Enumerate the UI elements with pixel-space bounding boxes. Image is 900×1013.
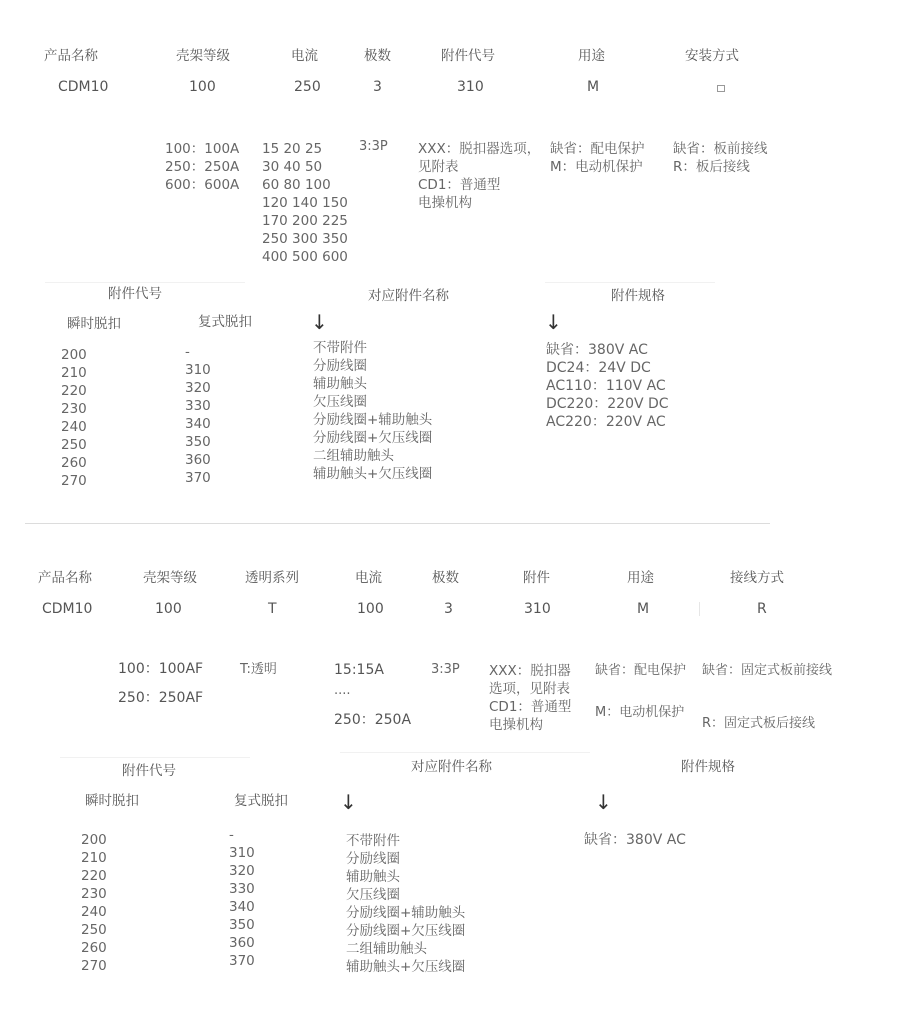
instant-code: 220 [81,868,107,884]
compound-trip-label: 复式脱扣 [234,793,288,809]
instant-code: 220 [61,383,87,399]
compound-code: 350 [229,917,255,933]
accessory-code-title: 附件代号 [108,286,162,302]
arrow-down-icon: ↓ [595,790,612,814]
header-poles: 极数 [432,570,459,586]
frame-option: 250：250AF [118,690,204,706]
instant-trip-label: 瞬时脱扣 [85,793,139,809]
accessory-name: 分励线圈+辅助触头 [313,412,433,428]
value-accessory-code: 310 [457,79,484,95]
instant-code: 210 [81,850,107,866]
current-option: 15:15A [334,662,384,678]
wiring-desc-line: R：固定式板后接线 [702,716,816,731]
accessory-name: 分励线圈 [313,358,367,374]
value-poles: 3 [444,601,453,617]
column-separator [699,602,700,616]
instant-trip-label: 瞬时脱扣 [67,316,121,332]
accessory-name: 分励线圈+辅助触头 [346,905,466,921]
compound-code: - [229,827,234,843]
current-options [262,140,348,266]
accessory-name: 二组辅助触头 [346,941,427,957]
value-poles: 3 [373,79,382,95]
value-current: 100 [357,601,384,617]
current-option: 170 200 225 [262,213,348,229]
compound-code: 310 [185,362,211,378]
accessory-desc-line: 电操机构 [489,717,543,733]
accessory-spec: DC220：220V DC [546,396,669,412]
accessory-name-title: 对应附件名称 [368,288,449,304]
accessory-spec-title: 附件规格 [681,759,735,775]
value-accessory: 310 [524,601,551,617]
accessory-description [489,662,571,734]
compound-code: 340 [185,416,211,432]
value-current: 250 [294,79,321,95]
header-product-name: 产品名称 [44,48,98,64]
header-current: 电流 [355,570,382,586]
frame-option: 100：100A [165,141,240,157]
header-install-method: 安装方式 [685,48,739,64]
series-option: T:透明 [240,662,277,677]
header-usage: 用途 [627,570,654,586]
accessory-spec: DC24：24V DC [546,360,651,376]
instant-code: 240 [61,419,87,435]
accessory-desc-line: 选项，见附表 [489,681,570,697]
accessory-spec: 缺省：380V AC [584,832,686,848]
current-option: .... [334,683,351,698]
instant-code: 200 [61,347,87,363]
section-divider [25,523,770,524]
value-wiring-method: R [757,601,767,617]
compound-code: 330 [229,881,255,897]
current-option: 250：250A [334,712,412,728]
instant-code: 200 [81,832,107,848]
faint-rule [545,282,715,283]
usage-desc-line: 缺省：配电保护 [595,663,687,678]
accessory-name: 不带附件 [346,833,400,849]
accessory-name-title: 对应附件名称 [411,759,492,775]
compound-code: 320 [185,380,211,396]
accessory-name: 分励线圈 [346,851,400,867]
compound-trip-codes [229,826,255,970]
arrow-down-icon: ↓ [340,790,357,814]
faint-rule [45,282,245,283]
current-option: 30 40 50 [262,159,323,175]
accessory-names [313,339,432,483]
accessory-name: 辅助触头 [346,869,400,885]
compound-code: 370 [229,953,255,969]
current-option: 60 80 100 [262,177,331,193]
compound-code: 360 [185,452,211,468]
wiring-desc-line: 缺省：固定式板前接线 [702,663,833,678]
poles-option: 3:3P [431,662,460,677]
value-frame-level: 100 [155,601,182,617]
accessory-desc-line: CD1：普通型 [418,177,501,193]
value-product-name: CDM10 [42,601,93,617]
instant-code: 230 [81,886,107,902]
arrow-down-icon: ↓ [311,310,328,334]
value-frame-level: 100 [189,79,216,95]
compound-code: 330 [185,398,211,414]
instant-code: 260 [61,455,87,471]
header-usage: 用途 [578,48,605,64]
accessory-desc-line: CD1：普通型 [489,699,572,715]
accessory-desc-line: XXX：脱扣器 [489,663,571,679]
instant-code: 250 [61,437,87,453]
compound-code: 320 [229,863,255,879]
instant-code: 250 [81,922,107,938]
instant-code: 270 [61,473,87,489]
value-transparent-series: T [268,601,277,617]
frame-option: 250：250A [165,159,240,175]
usage-description [550,140,645,176]
accessory-name: 欠压线圈 [313,394,367,410]
instant-trip-codes [61,346,87,490]
accessory-spec: AC220：220V AC [546,414,666,430]
header-poles: 极数 [364,48,391,64]
header-product-name: 产品名称 [38,570,92,586]
instant-trip-codes [81,831,107,975]
accessory-code-title: 附件代号 [122,763,176,779]
accessory-name: 辅助触头 [313,376,367,392]
current-option: 120 140 150 [262,195,348,211]
instant-code: 260 [81,940,107,956]
install-desc-line: 缺省：板前接线 [673,141,768,157]
compound-code: 310 [229,845,255,861]
accessory-name: 欠压线圈 [346,887,400,903]
accessory-description [418,140,540,212]
current-option: 15 20 25 [262,141,323,157]
accessory-names [346,832,465,976]
accessory-desc-line: 电操机构 [418,195,472,211]
faint-rule [60,757,250,758]
frame-option: 600：600A [165,177,240,193]
instant-code: 230 [61,401,87,417]
header-frame-level: 壳架等级 [143,570,197,586]
header-transparent-series: 透明系列 [245,570,299,586]
accessory-spec: 缺省：380V AC [546,342,648,358]
value-usage: M [637,601,650,617]
accessory-name: 不带附件 [313,340,367,356]
current-option: 250 300 350 [262,231,348,247]
compound-trip-label: 复式脱扣 [198,314,252,330]
header-accessory-code: 附件代号 [441,48,495,64]
compound-code: 350 [185,434,211,450]
accessory-specs [584,831,686,849]
accessory-specs [546,341,669,431]
instant-code: 240 [81,904,107,920]
instant-code: 210 [61,365,87,381]
accessory-spec-title: 附件规格 [611,288,665,304]
accessory-name: 辅助触头+欠压线圈 [313,466,433,482]
compound-code: 360 [229,935,255,951]
install-description [673,140,768,176]
header-accessory: 附件 [523,570,550,586]
install-desc-line: R：板后接线 [673,159,750,175]
value-usage: M [587,79,600,95]
current-option: 400 500 600 [262,249,348,265]
accessory-desc-line: 见附表 [418,159,459,175]
header-wiring-method: 接线方式 [730,570,784,586]
usage-desc-line: M：电动机保护 [595,705,685,720]
accessory-spec: AC110：110V AC [546,378,666,394]
accessory-name: 分励线圈+欠压线圈 [313,430,433,446]
faint-rule [340,752,590,753]
accessory-name: 二组辅助触头 [313,448,394,464]
compound-code: - [185,344,190,360]
compound-trip-codes [185,343,211,487]
compound-code: 370 [185,470,211,486]
arrow-down-icon: ↓ [545,310,562,334]
header-frame-level: 壳架等级 [176,48,230,64]
instant-code: 270 [81,958,107,974]
frame-options [165,140,239,194]
usage-desc-line: 缺省：配电保护 [550,141,645,157]
accessory-name: 辅助触头+欠压线圈 [346,959,466,975]
compound-code: 340 [229,899,255,915]
frame-option: 100：100AF [118,661,204,677]
value-product-name: CDM10 [58,79,109,95]
header-current: 电流 [291,48,318,64]
usage-desc-line: M：电动机保护 [550,159,643,175]
accessory-desc-line: XXX：脱扣器选项， [418,141,541,157]
placeholder-box-icon [717,85,725,92]
accessory-name: 分励线圈+欠压线圈 [346,923,466,939]
poles-option: 3:3P [359,139,388,154]
